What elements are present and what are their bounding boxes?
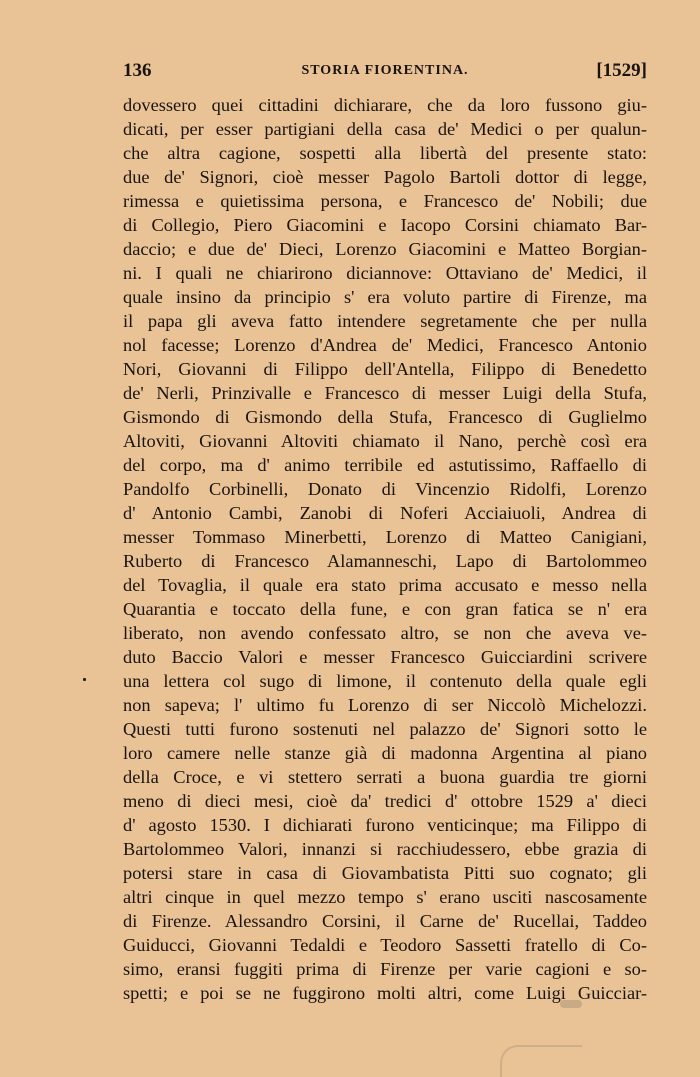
running-title: STORIA FIORENTINA. bbox=[301, 63, 469, 78]
text-line: del corpo, ma d' animo terribile ed astutissimo, Raffaello di bbox=[123, 455, 647, 475]
text-line: dovessero quei cittadini dichiarare, che da loro fussono giu- bbox=[123, 95, 647, 115]
text-line: liberato, non avendo confessato altro, se non che aveva ve- bbox=[123, 623, 647, 643]
text-line: quale insino da principio s' era voluto partire di Firenze, ma bbox=[123, 287, 647, 307]
body-text bbox=[123, 93, 647, 1005]
text-line: ni. I quali ne chiarirono diciannove: Ottaviano de' Medici, il bbox=[123, 263, 647, 283]
text-line: altri cinque in quel mezzo tempo s' erano usciti nascosamente bbox=[123, 887, 647, 907]
book-page bbox=[123, 58, 647, 1005]
running-year: [1529] bbox=[596, 60, 647, 81]
text-line: Altoviti, Giovanni Altoviti chiamato il Nano, perchè così era bbox=[123, 431, 647, 451]
text-line: una lettera col sugo di limone, il contenuto della quale egli bbox=[123, 671, 647, 691]
text-line: del Tovaglia, il quale era stato prima accusato e messo nella bbox=[123, 575, 647, 595]
text-line: Quarantia e toccato della fune, e con gran fatica se n' era bbox=[123, 599, 647, 619]
text-line: Pandolfo Corbinelli, Donato di Vincenzio Ridolfi, Lorenzo bbox=[123, 479, 647, 499]
text-line: d' agosto 1530. I dichiarati furono venticinque; ma Filippo di bbox=[123, 815, 647, 835]
text-line: de' Nerli, Prinzivalle e Francesco di messer Luigi della Stufa, bbox=[123, 383, 647, 403]
text-line: rimessa e quietissima persona, e Francesco de' Nobili; due bbox=[123, 191, 647, 211]
margin-speck bbox=[83, 678, 86, 681]
text-line: della Croce, e vi stettero serrati a buona guardia tre giorni bbox=[123, 767, 647, 787]
text-line: non sapeva; l' ultimo fu Lorenzo di ser Niccolò Michelozzi. bbox=[123, 695, 647, 715]
text-line: Bartolommeo Valori, innanzi si racchiudessero, ebbe grazia di bbox=[123, 839, 647, 859]
text-line: daccio; e due de' Dieci, Lorenzo Giacomini e Matteo Borgian- bbox=[123, 239, 647, 259]
text-line: duto Baccio Valori e messer Francesco Guicciardini scrivere bbox=[123, 647, 647, 667]
text-line: nol facesse; Lorenzo d'Andrea de' Medici, Francesco Antonio bbox=[123, 335, 647, 355]
text-line: due de' Signori, cioè messer Pagolo Bartoli dottor di legge, bbox=[123, 167, 647, 187]
text-line: Gismondo di Gismondo della Stufa, Francesco di Guglielmo bbox=[123, 407, 647, 427]
text-line: loro camere nelle stanze già di madonna Argentina al piano bbox=[123, 743, 647, 763]
text-line: messer Tommaso Minerbetti, Lorenzo di Matteo Canigiani, bbox=[123, 527, 647, 547]
text-line: simo, eransi fuggiti prima di Firenze per varie cagioni e so- bbox=[123, 959, 647, 979]
text-line: che altra cagione, sospetti alla libertà del presente stato: bbox=[123, 143, 647, 163]
text-line: di Collegio, Piero Giacomini e Iacopo Corsini chiamato Bar- bbox=[123, 215, 647, 235]
text-line: Nori, Giovanni di Filippo dell'Antella, Filippo di Benedetto bbox=[123, 359, 647, 379]
text-line: d' Antonio Cambi, Zanobi di Noferi Acciaiuoli, Andrea di bbox=[123, 503, 647, 523]
text-line: il papa gli aveva fatto intendere segretamente che per nulla bbox=[123, 311, 647, 331]
running-head bbox=[123, 58, 647, 88]
text-line: Guiducci, Giovanni Tedaldi e Teodoro Sassetti fratello di Co- bbox=[123, 935, 647, 955]
text-line: Ruberto di Francesco Alamanneschi, Lapo di Bartolommeo bbox=[123, 551, 647, 571]
watermark-fragment bbox=[500, 1045, 582, 1077]
text-line: meno di dieci mesi, cioè da' tredici d' ottobre 1529 a' dieci bbox=[123, 791, 647, 811]
text-line: spetti; e poi se ne fuggirono molti altri, come Luigi Guicciar- bbox=[123, 983, 647, 1003]
page-number: 136 bbox=[123, 60, 152, 81]
text-line: dicati, per esser partigiani della casa de' Medici o per qualun- bbox=[123, 119, 647, 139]
ink-smudge bbox=[560, 1000, 582, 1008]
text-line: Questi tutti furono sostenuti nel palazzo de' Signori sotto le bbox=[123, 719, 647, 739]
text-line: potersi stare in casa di Giovambatista Pitti suo cognato; gli bbox=[123, 863, 647, 883]
text-line: di Firenze. Alessandro Corsini, il Carne de' Rucellai, Taddeo bbox=[123, 911, 647, 931]
